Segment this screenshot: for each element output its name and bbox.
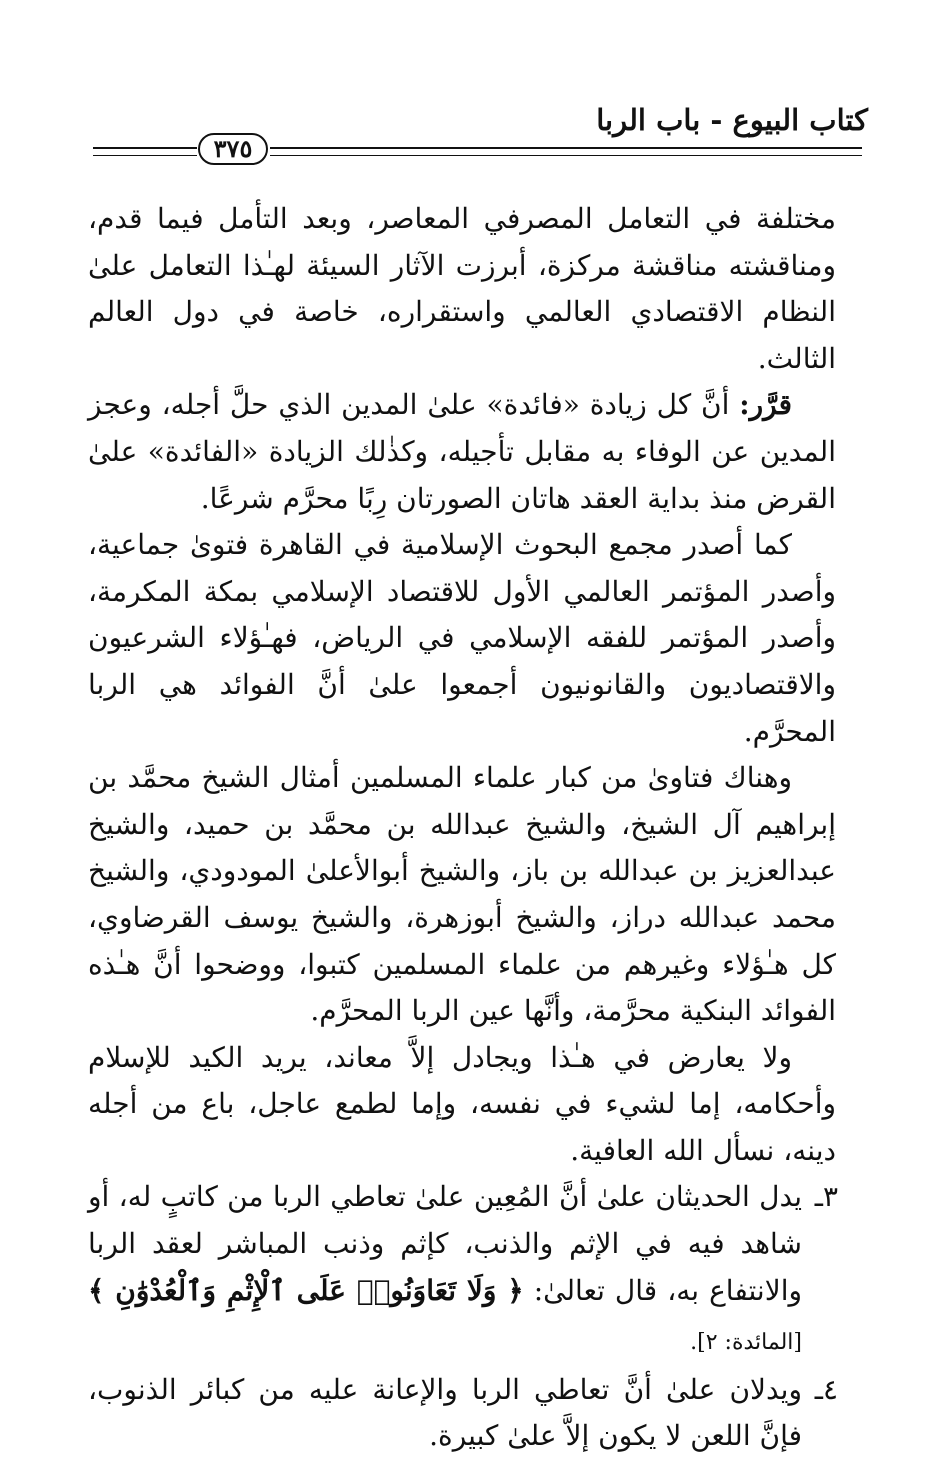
list-item-4-number: ٤ـ [814,1372,838,1406]
paragraph-continuation: مختلفة في التعامل المصرفي المعاصر، وبعد التأمل فيما قدم، ومناقشته مناقشة مركزة، أبرزت الآثار السيئة لهـٰذا التعامل علىٰ النظام الاقتصادي العالمي واستقراره، خاصة في دول العالم الثالث. [88,202,836,375]
list-item-4-text: ويدلان علىٰ أنَّ تعاطي الربا والإعانة عليه من كبائر الذنوب، فإنَّ اللعن لا يكون إلاَّ علىٰ كبيرة. [88,1372,802,1453]
decision-text: أنَّ كل زيادة «فائدة» علىٰ المدين الذي حلَّ أجله، وعجز المدين عن الوفاء به مقابل تأجيله، وكذٰلك الزيادة «الفائدة» علىٰ القرض منذ بداية العقد هاتان الصورتان رِبًا محرَّم شرعًا. [88,388,836,515]
paragraph-decision [88,382,836,522]
paragraph-scholars: وهناك فتاوىٰ من كبار علماء المسلمين أمثال الشيخ محمَّد بن إبراهيم آل الشيخ، والشيخ عبدالله بن محمَّد بن حميد، والشيخ عبدالعزيز بن عبدالله بن باز، والشيخ أبوالأعلىٰ المودودي، والشيخ محمد عبدالله دراز، والشيخ أبوزهرة، والشيخ يوسف القرضاوي، كل هـٰؤلاء وغيرهم من علماء المسلمين كتبوا، ووضحوا أنَّ هـٰذه الفوائد البنكية محرَّمة، وأنَّها عين الربا المحرَّم. [88,761,836,1028]
list-item-4 [88,1367,838,1460]
paragraph-fatwas: كما أصدر مجمع البحوث الإسلامية في القاهرة فتوىٰ جماعية، وأصدر المؤتمر العالمي الأول للاقتصاد الإسلامي بمكة المكرمة، وأصدر المؤتمر للفقه الإسلامي في الرياض، فهـٰؤلاء الشرعيون والاقتصاديون والقانونيون أجمعوا علىٰ أنَّ الفوائد هي الربا المحرَّم. [88,528,836,748]
header-rule-left-top [93,147,197,149]
decision-lead-word: قرَّر: [739,388,792,422]
paragraph-refutation: ولا يعارض في هـٰذا ويجادل إلاَّ معاند، يريد الكيد للإسلام وأحكامه، إما لشيء في نفسه، وإما لطمع عاجل، باع من أجله دينه، نسأل الله العافية. [88,1040,836,1167]
header-rule-left-bottom [93,155,197,156]
list-item-3-text: يدل الحديثان علىٰ أنَّ المُعِين علىٰ تعاطي الربا من كاتبٍ له، أو شاهد فيه في الإثم والذنب، كإثم وذنب المباشر لعقد الربا والانتفاع به، قال تعالىٰ: [88,1180,802,1307]
list-item-3 [88,1174,838,1366]
page-number: ٣٧٥ [198,133,268,165]
list-item-3-number: ٣ـ [814,1180,838,1214]
verse-reference: [المائدة: ٢]. [690,1330,802,1356]
running-header-title: كتاب البيوع - باب الربا [596,103,868,137]
header-rule-right-bottom [270,155,862,156]
header-rule-right-top [270,147,862,149]
page-body [88,196,836,1460]
quran-verse: ﴿ وَلَا تَعَاوَنُوا۟ عَلَى ٱلْإِثْمِ وَٱلْعُدْوَٰنِ ﴾ [88,1273,524,1307]
